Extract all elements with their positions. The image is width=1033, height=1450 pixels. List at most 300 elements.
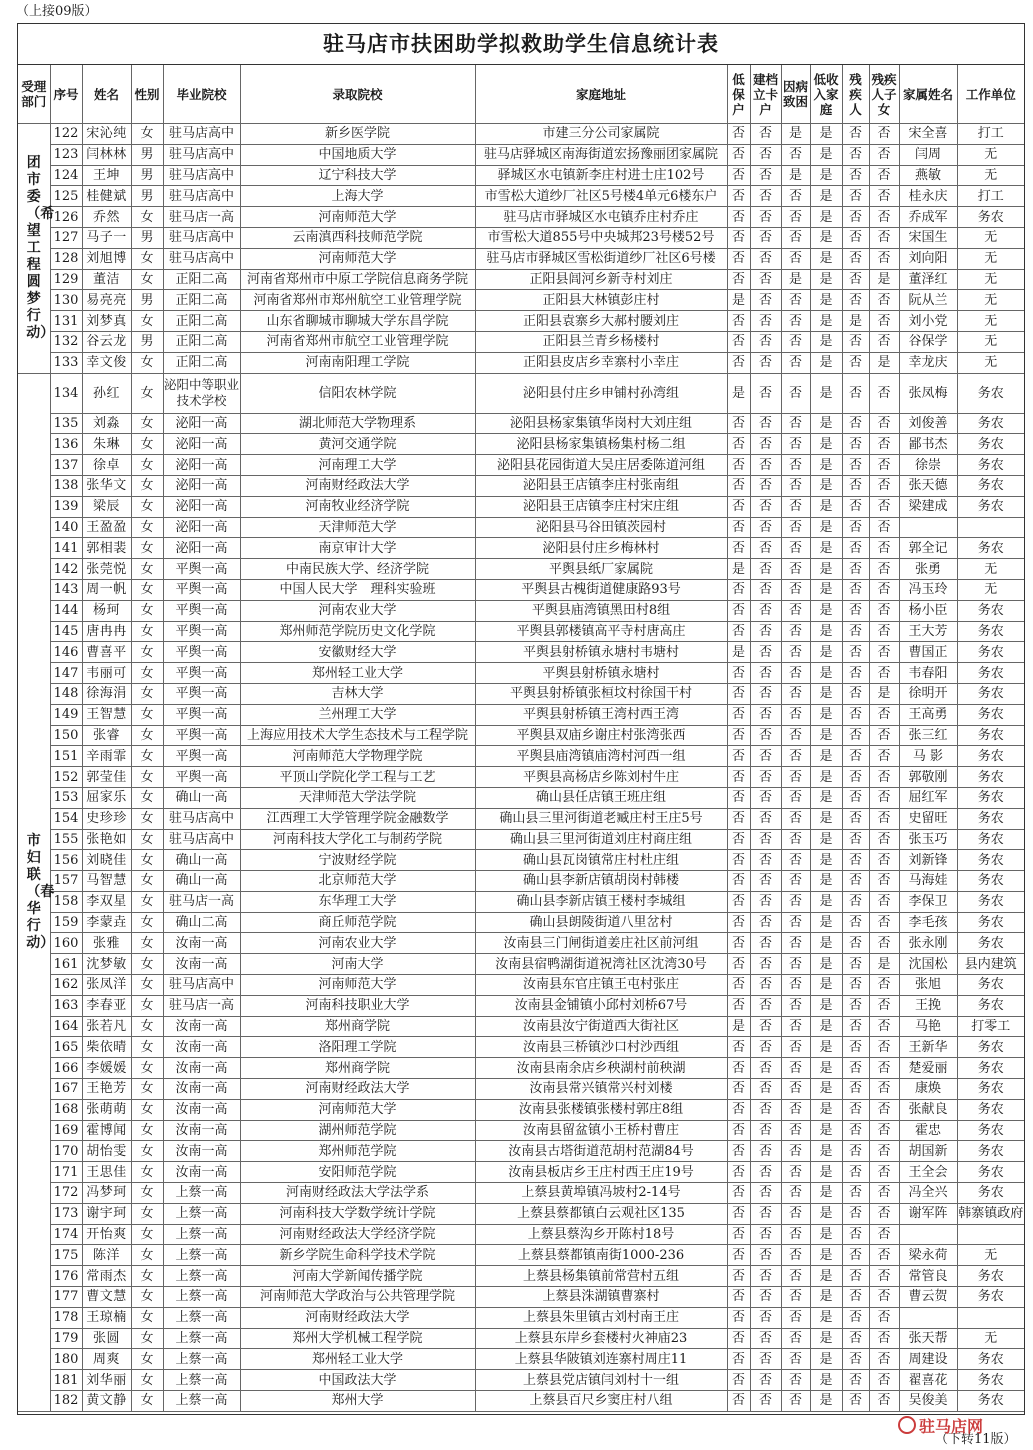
table-row <box>18 642 1024 663</box>
cell-college: 河南省郑州市中原工学院信息商务学院 <box>240 269 475 290</box>
cell-gender: 女 <box>131 767 163 788</box>
cell-illness: 否 <box>781 787 810 808</box>
cell-address: 平舆县古槐街道健康路93号 <box>475 579 727 600</box>
cell-name: 郭莹佳 <box>82 767 131 788</box>
cell-address: 确山县朗陵街道八里岔村 <box>475 912 727 933</box>
cell-illness: 否 <box>781 475 810 496</box>
cell-family: 屈红军 <box>899 787 957 808</box>
cell-family <box>899 1307 957 1328</box>
cell-disabled: 否 <box>842 124 869 145</box>
cell-address: 驿城区水屯镇新李庄村进士庄102号 <box>475 165 727 186</box>
cell-college: 河南省郑州市郑州航空工业管理学院 <box>240 290 475 311</box>
cell-card: 否 <box>750 787 781 808</box>
cell-family: 梁永荷 <box>899 1245 957 1266</box>
cell-name: 谢宇珂 <box>82 1203 131 1224</box>
cell-disabled: 否 <box>842 1203 869 1224</box>
cell-disabledchild: 否 <box>869 975 899 996</box>
cell-low: 是 <box>727 559 750 580</box>
cell-school: 汝南一高 <box>163 1079 240 1100</box>
cell-disabled: 否 <box>842 871 869 892</box>
stats-table-frame <box>17 23 1025 1415</box>
cell-school: 驻马店高中 <box>163 144 240 165</box>
cell-school: 泌阳一高 <box>163 434 240 455</box>
cell-college: 安阳师范学院 <box>240 1162 475 1183</box>
table-row <box>18 621 1024 642</box>
cell-family: 徐明开 <box>899 683 957 704</box>
cell-lowincome: 是 <box>810 1245 842 1266</box>
cell-college: 河南财经政法大学经济学院 <box>240 1224 475 1245</box>
cell-card: 否 <box>750 683 781 704</box>
cell-lowincome: 是 <box>810 165 842 186</box>
cell-work: 务农 <box>957 1266 1024 1287</box>
cell-college: 吉林大学 <box>240 683 475 704</box>
cell-address: 平舆县高杨店乡陈刘村牛庄 <box>475 767 727 788</box>
cell-address: 正阳县皮店乡幸寨村小幸庄 <box>475 352 727 373</box>
cell-work: 务农 <box>957 787 1024 808</box>
cell-disabled: 否 <box>842 290 869 311</box>
cell-gender: 女 <box>131 1037 163 1058</box>
cell-school: 上蔡一高 <box>163 1328 240 1349</box>
cell-gender: 女 <box>131 311 163 332</box>
cell-name: 张雅 <box>82 933 131 954</box>
cell-gender: 女 <box>131 746 163 767</box>
cell-family: 谢军阵 <box>899 1203 957 1224</box>
cell-college: 郑州大学机械工程学院 <box>240 1328 475 1349</box>
cell-family: 周建设 <box>899 1349 957 1370</box>
cell-card: 否 <box>750 912 781 933</box>
cell-low: 否 <box>727 1287 750 1308</box>
cell-work: 务农 <box>957 871 1024 892</box>
cell-college: 河南科技大学化工与制药学院 <box>240 829 475 850</box>
cell-college: 新乡学院生命科学技术学院 <box>240 1245 475 1266</box>
cell-disabledchild: 否 <box>869 1016 899 1037</box>
cell-low: 否 <box>727 704 750 725</box>
cell-school: 驻马店高中 <box>163 975 240 996</box>
cell-disabled: 否 <box>842 373 869 413</box>
cell-seq: 143 <box>50 579 82 600</box>
cell-work: 无 <box>957 1328 1024 1349</box>
cell-disabled: 否 <box>842 663 869 684</box>
cell-seq: 152 <box>50 767 82 788</box>
cell-family: 郭敬刚 <box>899 767 957 788</box>
cell-school: 泌阳一高 <box>163 517 240 538</box>
cell-low: 否 <box>727 787 750 808</box>
cell-family: 马海娃 <box>899 871 957 892</box>
cell-school: 正阳二高 <box>163 269 240 290</box>
cell-address: 泌阳县王店镇李庄村张南组 <box>475 475 727 496</box>
cell-school: 平舆一高 <box>163 663 240 684</box>
cell-seq: 163 <box>50 995 82 1016</box>
cell-gender: 女 <box>131 829 163 850</box>
cell-illness: 否 <box>781 621 810 642</box>
cell-seq: 125 <box>50 186 82 207</box>
table-row <box>18 787 1024 808</box>
cell-illness: 是 <box>781 124 810 145</box>
cell-family: 王新华 <box>899 1037 957 1058</box>
cell-low: 否 <box>727 1203 750 1224</box>
cell-card: 否 <box>750 808 781 829</box>
cell-disabledchild: 否 <box>869 248 899 269</box>
cell-school: 汝南一高 <box>163 1141 240 1162</box>
cell-college: 新乡医学院 <box>240 124 475 145</box>
cell-lowincome: 是 <box>810 808 842 829</box>
cell-low: 否 <box>727 269 750 290</box>
cell-gender: 男 <box>131 227 163 248</box>
cell-illness: 否 <box>781 871 810 892</box>
table-row <box>18 1141 1024 1162</box>
cell-name: 杨珂 <box>82 600 131 621</box>
cell-disabled: 否 <box>842 1224 869 1245</box>
cell-family: 冯全兴 <box>899 1183 957 1204</box>
watermark-text: 驻马店网 <box>919 1417 984 1436</box>
cell-college: 河南师范大学 <box>240 248 475 269</box>
cell-card: 否 <box>750 1349 781 1370</box>
cell-name: 张萌萌 <box>82 1099 131 1120</box>
cell-seq: 169 <box>50 1120 82 1141</box>
cell-gender: 女 <box>131 1266 163 1287</box>
cell-family: 乔成军 <box>899 207 957 228</box>
cell-low: 否 <box>727 496 750 517</box>
table-row <box>18 373 1024 413</box>
cell-family: 燕敏 <box>899 165 957 186</box>
cell-card: 否 <box>750 331 781 352</box>
cell-card: 否 <box>750 725 781 746</box>
cell-seq: 150 <box>50 725 82 746</box>
cell-school: 上蔡一高 <box>163 1391 240 1412</box>
cell-illness: 否 <box>781 1391 810 1412</box>
cell-school: 驻马店高中 <box>163 829 240 850</box>
cell-disabled: 否 <box>842 683 869 704</box>
cell-name: 马智慧 <box>82 871 131 892</box>
table-row <box>18 538 1024 559</box>
table-row <box>18 455 1024 476</box>
cell-name: 宋沁纯 <box>82 124 131 145</box>
cell-school: 汝南一高 <box>163 1037 240 1058</box>
cell-name: 王盈盈 <box>82 517 131 538</box>
cell-card: 否 <box>750 975 781 996</box>
cell-address: 确山县李新店镇胡岗村韩楼 <box>475 871 727 892</box>
cell-disabled: 否 <box>842 975 869 996</box>
cell-school: 汝南一高 <box>163 1099 240 1120</box>
table-row <box>18 475 1024 496</box>
cell-gender: 女 <box>131 1307 163 1328</box>
cell-low: 否 <box>727 808 750 829</box>
cell-name: 周一帆 <box>82 579 131 600</box>
cell-name: 王坤 <box>82 165 131 186</box>
cell-family: 张勇 <box>899 559 957 580</box>
cell-name: 刘旭博 <box>82 248 131 269</box>
cell-card: 否 <box>750 891 781 912</box>
table-row <box>18 933 1024 954</box>
table-row <box>18 975 1024 996</box>
cell-low: 否 <box>727 663 750 684</box>
cell-family: 楚爱丽 <box>899 1058 957 1079</box>
cell-lowincome: 是 <box>810 1120 842 1141</box>
table-row <box>18 1099 1024 1120</box>
table-row <box>18 1183 1024 1204</box>
cell-family: 胡国新 <box>899 1141 957 1162</box>
cell-seq: 140 <box>50 517 82 538</box>
cell-gender: 女 <box>131 1099 163 1120</box>
cell-work <box>957 517 1024 538</box>
cell-gender: 女 <box>131 891 163 912</box>
table-header-row <box>18 65 1024 124</box>
cell-lowincome: 是 <box>810 704 842 725</box>
cell-card: 否 <box>750 1120 781 1141</box>
cell-college: 河南大学新闻传播学院 <box>240 1266 475 1287</box>
cell-school: 确山一高 <box>163 787 240 808</box>
cell-illness: 否 <box>781 331 810 352</box>
cell-address: 泌阳县花园街道大吴庄居委陈道河组 <box>475 455 727 476</box>
cell-work: 务农 <box>957 207 1024 228</box>
cell-low: 否 <box>727 1328 750 1349</box>
cell-card: 否 <box>750 1307 781 1328</box>
cell-card: 否 <box>750 1224 781 1245</box>
cell-low: 否 <box>727 891 750 912</box>
cell-illness: 是 <box>781 165 810 186</box>
cell-name: 韦丽可 <box>82 663 131 684</box>
cell-family: 谷保学 <box>899 331 957 352</box>
cell-lowincome: 是 <box>810 767 842 788</box>
cell-work: 无 <box>957 165 1024 186</box>
cell-illness: 否 <box>781 538 810 559</box>
cell-gender: 女 <box>131 975 163 996</box>
cell-lowincome: 是 <box>810 1162 842 1183</box>
cell-work: 无 <box>957 269 1024 290</box>
cell-school: 平舆一高 <box>163 746 240 767</box>
cell-disabledchild: 否 <box>869 144 899 165</box>
cell-address: 确山县李新店镇王楼村李城组 <box>475 891 727 912</box>
cell-illness: 否 <box>781 1120 810 1141</box>
cell-lowincome: 是 <box>810 1141 842 1162</box>
cell-gender: 男 <box>131 144 163 165</box>
cell-work: 无 <box>957 227 1024 248</box>
cell-school: 驻马店高中 <box>163 186 240 207</box>
cell-illness: 否 <box>781 1141 810 1162</box>
cell-school: 驻马店高中 <box>163 165 240 186</box>
cell-disabledchild: 否 <box>869 1099 899 1120</box>
cell-illness: 否 <box>781 704 810 725</box>
cell-family: 董泽红 <box>899 269 957 290</box>
cell-seq: 174 <box>50 1224 82 1245</box>
cell-address: 泌阳县付庄乡申铺村孙湾组 <box>475 373 727 413</box>
cell-name: 唐冉冉 <box>82 621 131 642</box>
cell-disabled: 否 <box>842 144 869 165</box>
table-row <box>18 1203 1024 1224</box>
cell-low: 否 <box>727 871 750 892</box>
cell-low: 否 <box>727 1266 750 1287</box>
cell-gender: 女 <box>131 373 163 413</box>
watermark-logo-icon <box>898 1416 916 1434</box>
cell-disabledchild: 否 <box>869 850 899 871</box>
cell-address: 上蔡县朱里镇古刘村南王庄 <box>475 1307 727 1328</box>
cell-low: 是 <box>727 290 750 311</box>
cell-work: 无 <box>957 311 1024 332</box>
cell-seq: 137 <box>50 455 82 476</box>
cell-disabledchild: 否 <box>869 1307 899 1328</box>
table-row <box>18 1287 1024 1308</box>
cell-college: 河南科技职业大学 <box>240 995 475 1016</box>
cell-college: 上海大学 <box>240 186 475 207</box>
cell-disabledchild: 否 <box>869 1328 899 1349</box>
cell-college: 河南财经政法大学 <box>240 1307 475 1328</box>
cell-name: 刘华丽 <box>82 1370 131 1391</box>
cell-address: 上蔡县华陂镇刘连寨村周庄11 <box>475 1349 727 1370</box>
cell-work: 务农 <box>957 1099 1024 1120</box>
cell-disabled: 否 <box>842 579 869 600</box>
cell-disabledchild: 否 <box>869 455 899 476</box>
cell-disabled: 否 <box>842 1245 869 1266</box>
cell-seq: 180 <box>50 1349 82 1370</box>
cell-college: 上海应用技术大学生态技术与工程学院 <box>240 725 475 746</box>
cell-address: 泌阳县杨家集镇杨集村杨二组 <box>475 434 727 455</box>
cell-seq: 173 <box>50 1203 82 1224</box>
cell-work: 无 <box>957 290 1024 311</box>
cell-college: 山东省聊城市聊城大学东昌学院 <box>240 311 475 332</box>
cell-gender: 女 <box>131 1079 163 1100</box>
cell-lowincome: 是 <box>810 1016 842 1037</box>
cell-card: 否 <box>750 186 781 207</box>
cell-lowincome: 是 <box>810 186 842 207</box>
cell-name: 辛雨霏 <box>82 746 131 767</box>
table-row <box>18 269 1024 290</box>
cell-school: 平舆一高 <box>163 683 240 704</box>
cell-low: 否 <box>727 1183 750 1204</box>
table-row <box>18 767 1024 788</box>
cell-low: 否 <box>727 1079 750 1100</box>
cell-school: 确山一高 <box>163 850 240 871</box>
cell-family: 张献良 <box>899 1099 957 1120</box>
cell-address: 上蔡县黄埠镇冯坡村2-14号 <box>475 1183 727 1204</box>
cell-illness: 否 <box>781 912 810 933</box>
cell-school: 确山一高 <box>163 871 240 892</box>
cell-work: 无 <box>957 579 1024 600</box>
cell-name: 刘淼 <box>82 413 131 434</box>
cell-college: 河南省郑州市航空工业管理学院 <box>240 331 475 352</box>
cell-address: 汝南县东官庄镇王屯村张庄 <box>475 975 727 996</box>
cell-college: 兰州理工大学 <box>240 704 475 725</box>
cell-work: 务农 <box>957 746 1024 767</box>
cell-disabledchild: 否 <box>869 331 899 352</box>
cell-school: 泌阳一高 <box>163 496 240 517</box>
cell-college: 商丘师范学院 <box>240 912 475 933</box>
cell-school: 平舆一高 <box>163 559 240 580</box>
cell-disabledchild: 否 <box>869 1266 899 1287</box>
cell-school: 泌阳一高 <box>163 455 240 476</box>
cell-low: 否 <box>727 850 750 871</box>
header-dept: 受理部门 <box>18 65 50 124</box>
cell-college: 郑州商学院 <box>240 1016 475 1037</box>
cell-seq: 182 <box>50 1391 82 1412</box>
cell-disabledchild: 是 <box>869 683 899 704</box>
cell-disabled: 否 <box>842 207 869 228</box>
cell-school: 平舆一高 <box>163 600 240 621</box>
cell-illness: 否 <box>781 663 810 684</box>
cell-disabled: 否 <box>842 954 869 975</box>
cell-family: 杨小臣 <box>899 600 957 621</box>
cell-seq: 134 <box>50 373 82 413</box>
cell-work: 无 <box>957 331 1024 352</box>
cell-low: 否 <box>727 829 750 850</box>
cell-family: 刘向阳 <box>899 248 957 269</box>
cell-address: 平舆县射桥镇永塘村韦塘村 <box>475 642 727 663</box>
cell-gender: 女 <box>131 1391 163 1412</box>
cell-illness: 否 <box>781 642 810 663</box>
cell-disabledchild: 否 <box>869 1037 899 1058</box>
cell-work: 务农 <box>957 475 1024 496</box>
cell-family <box>899 1224 957 1245</box>
cell-college: 天津师范大学法学院 <box>240 787 475 808</box>
cell-work: 务农 <box>957 1037 1024 1058</box>
cell-gender: 女 <box>131 1120 163 1141</box>
cell-illness: 否 <box>781 600 810 621</box>
cell-family: 曹国正 <box>899 642 957 663</box>
cell-lowincome: 是 <box>810 1079 842 1100</box>
cell-work: 务农 <box>957 1058 1024 1079</box>
cell-disabled: 否 <box>842 995 869 1016</box>
cell-work: 务农 <box>957 663 1024 684</box>
cell-card: 否 <box>750 517 781 538</box>
cell-card: 否 <box>750 227 781 248</box>
cell-lowincome: 是 <box>810 1037 842 1058</box>
cell-low: 否 <box>727 975 750 996</box>
cell-gender: 女 <box>131 1349 163 1370</box>
cell-college: 黄河交通学院 <box>240 434 475 455</box>
cell-illness: 否 <box>781 517 810 538</box>
cell-illness: 否 <box>781 352 810 373</box>
cell-disabledchild: 否 <box>869 1079 899 1100</box>
cell-disabledchild: 否 <box>869 663 899 684</box>
cell-disabled: 否 <box>842 808 869 829</box>
cell-disabledchild: 否 <box>869 290 899 311</box>
cell-disabledchild: 否 <box>869 475 899 496</box>
cell-disabled: 否 <box>842 1058 869 1079</box>
cell-name: 董洁 <box>82 269 131 290</box>
cell-lowincome: 是 <box>810 1349 842 1370</box>
cell-card: 否 <box>750 663 781 684</box>
cell-seq: 168 <box>50 1099 82 1120</box>
cell-lowincome: 是 <box>810 124 842 145</box>
table-row <box>18 1349 1024 1370</box>
cell-address: 汝南县常兴镇常兴村刘楼 <box>475 1079 727 1100</box>
cell-college: 北京师范大学 <box>240 871 475 892</box>
cell-illness: 否 <box>781 1183 810 1204</box>
cell-gender: 女 <box>131 1287 163 1308</box>
cell-school: 驻马店高中 <box>163 808 240 829</box>
table-row <box>18 227 1024 248</box>
cell-name: 李媛媛 <box>82 1058 131 1079</box>
cell-name: 李蒙垚 <box>82 912 131 933</box>
cell-illness: 否 <box>781 767 810 788</box>
cell-school: 驻马店高中 <box>163 248 240 269</box>
cell-lowincome: 是 <box>810 496 842 517</box>
cell-family: 张永刚 <box>899 933 957 954</box>
cell-name: 李春亚 <box>82 995 131 1016</box>
cell-disabled: 否 <box>842 1349 869 1370</box>
cell-work: 务农 <box>957 642 1024 663</box>
cell-illness: 否 <box>781 227 810 248</box>
cell-college: 河南师范大学 <box>240 975 475 996</box>
cell-address: 泌阳县马谷田镇茨园村 <box>475 517 727 538</box>
cell-work: 务农 <box>957 496 1024 517</box>
cell-illness: 是 <box>781 269 810 290</box>
cell-family: 郭全记 <box>899 538 957 559</box>
table-row <box>18 1037 1024 1058</box>
cell-disabled: 否 <box>842 1037 869 1058</box>
cell-lowincome: 是 <box>810 1307 842 1328</box>
cell-disabledchild: 否 <box>869 517 899 538</box>
cell-disabledchild: 否 <box>869 808 899 829</box>
